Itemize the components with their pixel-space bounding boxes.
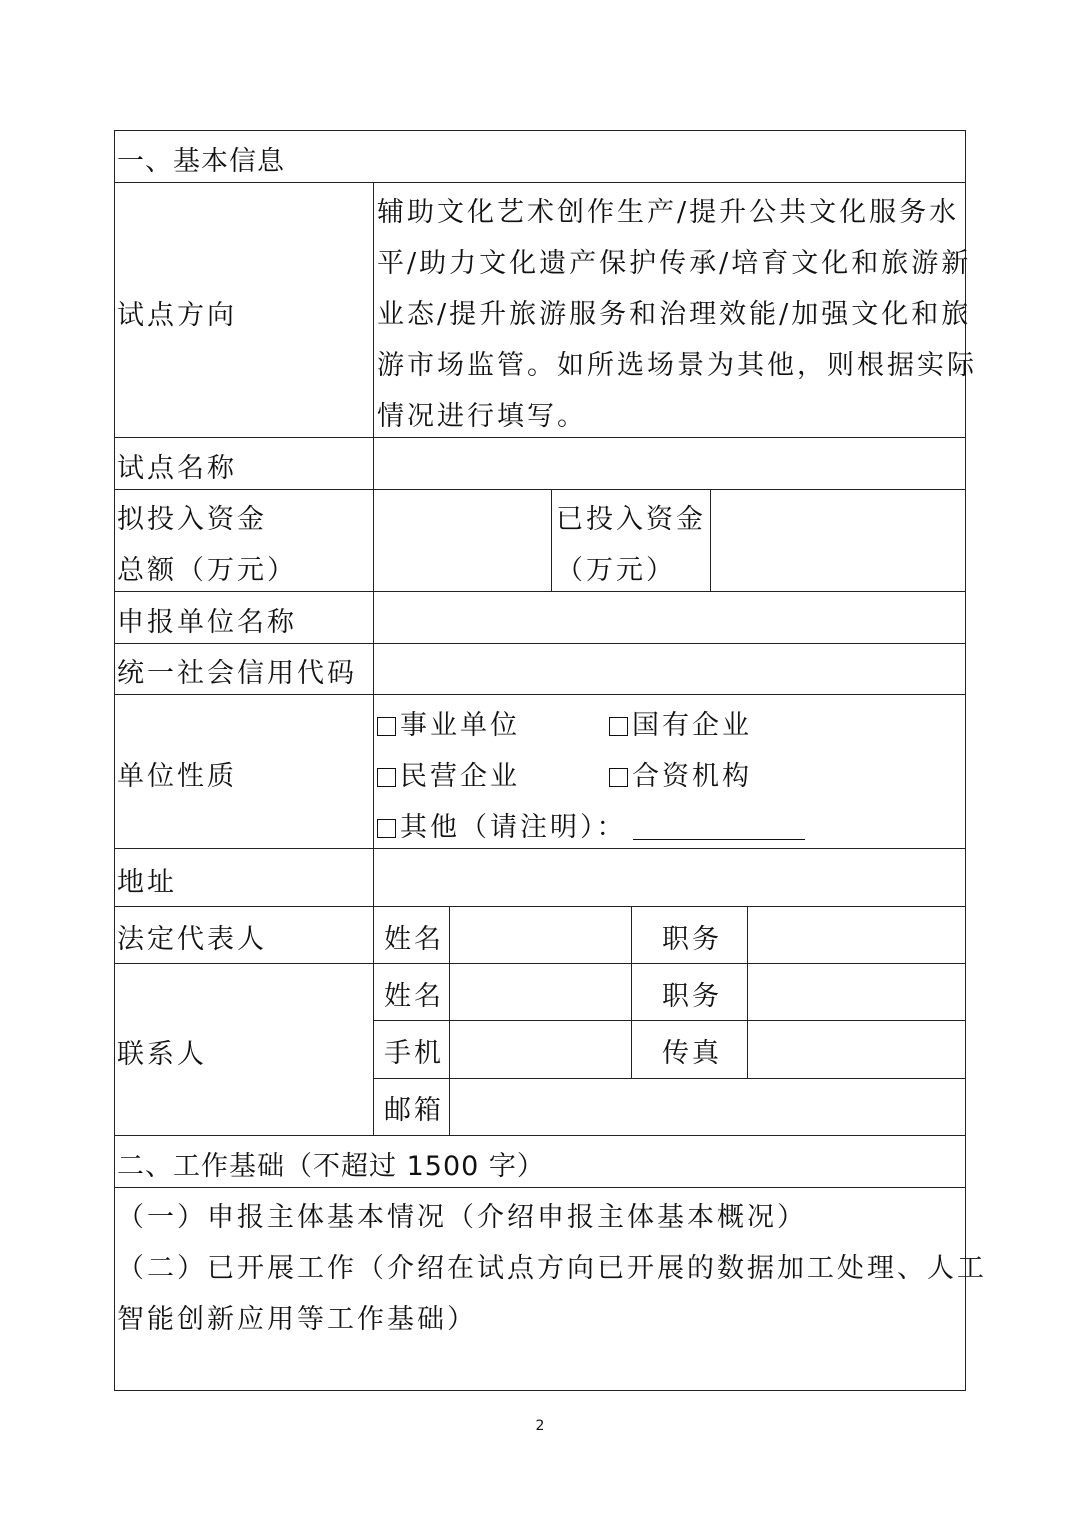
contact-name-label: 姓名 (384, 981, 444, 1012)
pilot-direction-line-3: 业态/提升旅游服务和治理效能/加强文化和旅 (377, 299, 972, 330)
table-border-left (114, 130, 115, 1391)
legal-rep-name-field[interactable] (450, 907, 631, 963)
applicant-name-field[interactable] (374, 592, 965, 643)
column-divider (631, 906, 632, 1079)
work-item-2-line-1: （二）已开展工作（介绍在试点方向已开展的数据加工处理、人工 (117, 1253, 987, 1284)
checkbox-icon[interactable] (609, 768, 628, 787)
checkbox-icon[interactable] (377, 819, 396, 838)
section-title-work-foundation: 二、工作基础（不超过 1500 字） (117, 1151, 545, 1182)
legal-rep-title-field[interactable] (748, 907, 965, 963)
contact-email-field[interactable] (450, 1079, 965, 1135)
credit-code-label: 统一社会信用代码 (117, 658, 357, 689)
other-specify-field[interactable] (633, 817, 805, 840)
section-title-basic-info: 一、基本信息 (117, 146, 285, 177)
planned-funds-label-1: 拟投入资金 (117, 504, 267, 535)
pilot-direction-line-4: 游市场监管。如所选场景为其他，则根据实际 (377, 350, 977, 381)
option-label: 合资机构 (632, 761, 752, 792)
invested-funds-label-2: （万元） (556, 555, 676, 586)
credit-code-field[interactable] (374, 644, 965, 694)
table-border-top (114, 130, 966, 131)
planned-funds-field[interactable] (374, 490, 551, 591)
pilot-name-field[interactable] (374, 438, 965, 489)
option-label: 民营企业 (400, 761, 520, 792)
address-field[interactable] (374, 849, 965, 906)
contact-mobile-label: 手机 (384, 1038, 444, 1069)
option-private-enterprise[interactable] (377, 751, 520, 802)
legal-rep-label: 法定代表人 (117, 924, 267, 955)
pilot-name-label: 试点名称 (117, 453, 237, 484)
option-state-owned[interactable] (609, 700, 752, 751)
contact-name-field[interactable] (450, 964, 631, 1020)
pilot-direction-label: 试点方向 (117, 300, 237, 331)
contact-fax-label: 传真 (662, 1038, 722, 1069)
page-number: 2 (535, 1418, 545, 1434)
option-public-institution[interactable] (377, 700, 520, 751)
invested-funds-field[interactable] (711, 490, 965, 591)
option-label: 其他（请注明）： (400, 812, 627, 843)
address-label: 地址 (117, 867, 177, 898)
contact-email-label: 邮箱 (384, 1095, 444, 1126)
work-item-1: （一）申报主体基本情况（介绍申报主体基本概况） (117, 1202, 807, 1233)
pilot-direction-line-2: 平/助力文化遗产保护传承/培育文化和旅游新 (377, 248, 972, 279)
pilot-direction-line-1: 辅助文化艺术创作生产/提升公共文化服务水 (377, 197, 960, 228)
checkbox-icon[interactable] (609, 717, 628, 736)
work-item-2-line-2: 智能创新应用等工作基础） (117, 1304, 477, 1335)
option-label: 事业单位 (400, 710, 520, 741)
contact-mobile-field[interactable] (450, 1021, 631, 1078)
invested-funds-label-1: 已投入资金 (556, 504, 706, 535)
option-label: 国有企业 (632, 710, 752, 741)
checkbox-icon[interactable] (377, 717, 396, 736)
contact-fax-field[interactable] (748, 1021, 965, 1078)
contact-label: 联系人 (117, 1039, 207, 1070)
table-border-bottom (114, 1390, 966, 1391)
row-divider (114, 1135, 966, 1136)
option-joint-venture[interactable] (609, 751, 752, 802)
contact-title-label: 职务 (662, 981, 722, 1012)
legal-rep-title-label: 职务 (662, 924, 722, 955)
option-other[interactable] (377, 802, 805, 853)
legal-rep-name-label: 姓名 (384, 924, 444, 955)
pilot-direction-line-5: 情况进行填写。 (377, 401, 587, 432)
checkbox-icon[interactable] (377, 768, 396, 787)
planned-funds-label-2: 总额（万元） (117, 555, 297, 586)
unit-type-label: 单位性质 (117, 761, 237, 792)
applicant-name-label: 申报单位名称 (117, 607, 297, 638)
contact-title-field[interactable] (748, 964, 965, 1020)
column-divider (551, 489, 552, 592)
